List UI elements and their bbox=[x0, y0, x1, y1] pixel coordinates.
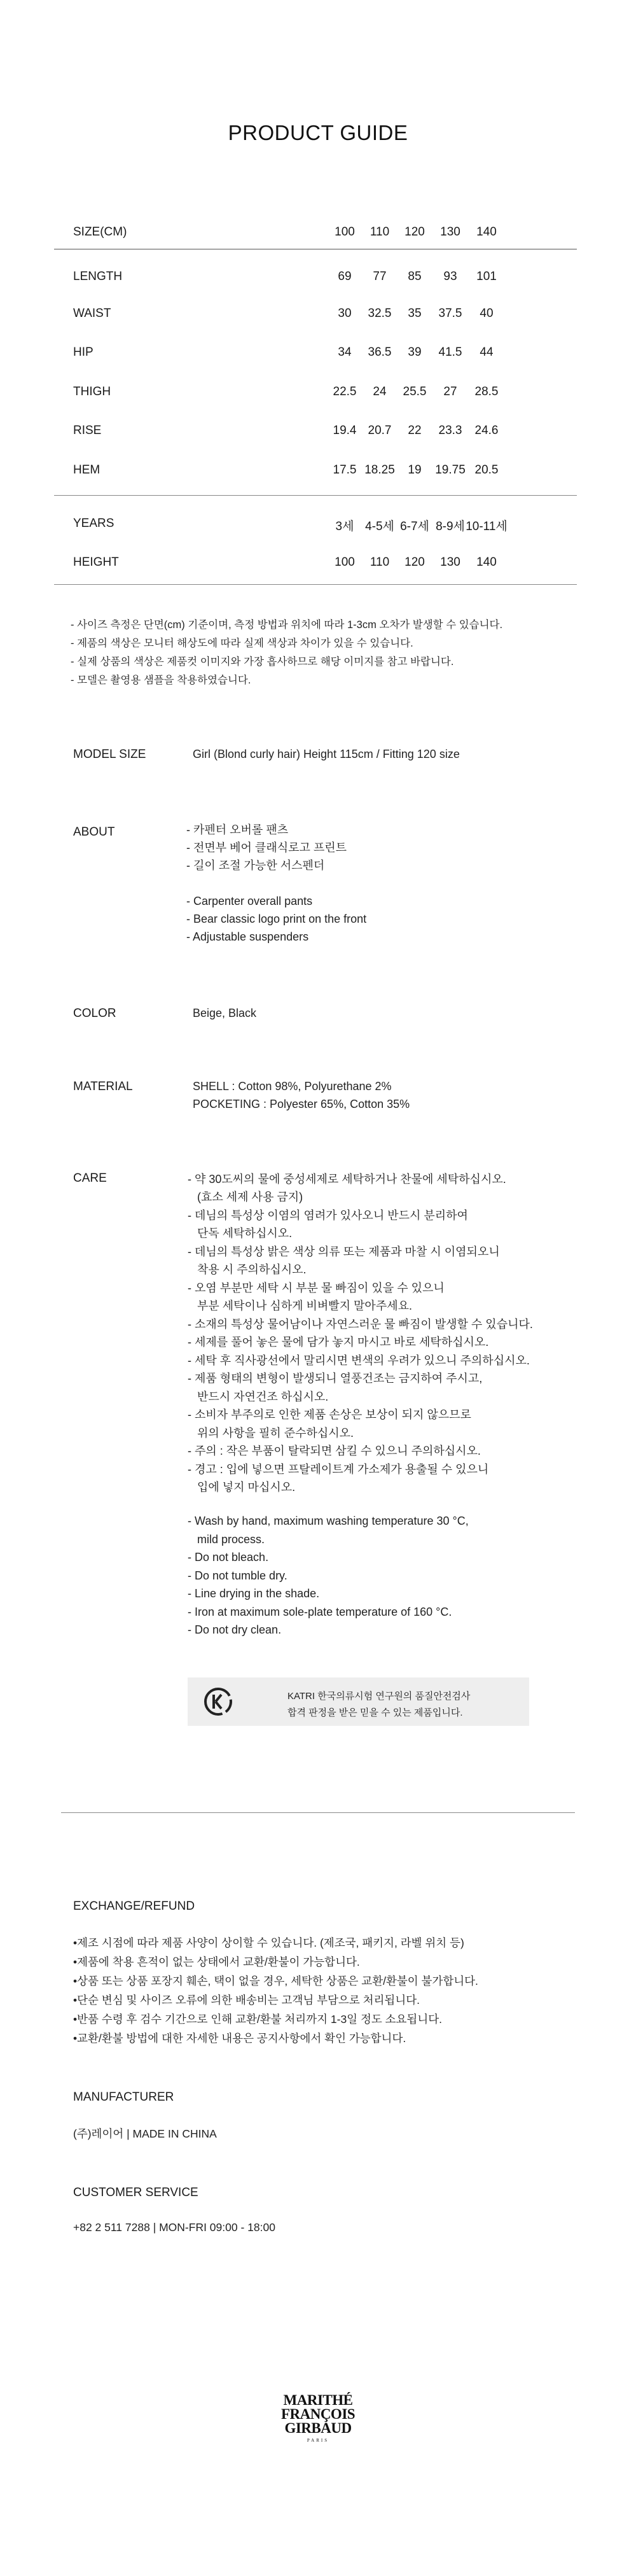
care-line: - Do not dry clean. bbox=[188, 1623, 282, 1636]
fit-value: 4-5세 bbox=[365, 520, 394, 533]
care-line: - 오염 부분만 세탁 시 부분 물 빠짐이 있을 수 있으니 bbox=[188, 1282, 445, 1294]
model-size-text: Girl (Blond curly hair) Height 115cm / Fitting 120 size bbox=[193, 748, 460, 760]
measurement-value: 19.4 bbox=[333, 424, 357, 437]
care-line: - 제품 형태의 변형이 발생되니 열풍건조는 금지하여 주시고, bbox=[188, 1372, 483, 1385]
exchange-refund-line: •교환/환불 방법에 대한 자세한 내용은 공지사항에서 확인 가능합니다. bbox=[73, 2032, 406, 2045]
section-divider bbox=[61, 1812, 575, 1813]
care-line: 부분 세탁이나 심하게 비벼빨지 말아주세요. bbox=[188, 1299, 412, 1312]
measurement-label: WAIST bbox=[73, 307, 111, 320]
measurement-value: 41.5 bbox=[438, 346, 462, 359]
measurement-value: 69 bbox=[338, 270, 352, 283]
brand-logo bbox=[270, 2393, 366, 2443]
measurement-value: 85 bbox=[408, 270, 422, 283]
care-line: - 소비자 부주의로 인한 제품 손상은 보상이 되지 않으므로 bbox=[188, 1408, 471, 1421]
exchange-refund-line: •상품 또는 상품 포장지 훼손, 택이 없을 경우, 세탁한 상품은 교환/환불이 불가합니다. bbox=[73, 1975, 478, 1987]
measurement-value: 25.5 bbox=[403, 385, 427, 398]
about-line: - Adjustable suspenders bbox=[186, 930, 309, 943]
about-label: ABOUT bbox=[73, 825, 115, 839]
manufacturer-text: (주)레이어 | MADE IN CHINA bbox=[73, 2127, 217, 2140]
measurement-value: 40 bbox=[480, 307, 494, 320]
measurement-value: 36.5 bbox=[368, 346, 392, 359]
care-line: - 주의 : 작은 부품이 탈락되면 삼킬 수 있으니 주의하십시오. bbox=[188, 1445, 481, 1457]
fit-label: YEARS bbox=[73, 517, 114, 530]
measurement-value: 18.25 bbox=[364, 463, 395, 477]
care-line: 반드시 자연건조 하십시오. bbox=[188, 1390, 329, 1403]
page-title: PRODUCT GUIDE bbox=[228, 121, 408, 144]
care-label: CARE bbox=[73, 1172, 107, 1185]
color-label: COLOR bbox=[73, 1007, 116, 1020]
care-line: - 세탁 후 직사광선에서 말리시면 변색의 우려가 있으니 주의하십시오. bbox=[188, 1354, 530, 1367]
fit-value: 3세 bbox=[335, 520, 354, 533]
care-line: - 경고 : 입에 넣으면 프탈레이트계 가소제가 용출될 수 있으니 bbox=[188, 1463, 489, 1476]
fit-value: 8-9세 bbox=[436, 520, 465, 533]
brand-logo-line: MARITHÉ bbox=[283, 2392, 353, 2408]
brand-logo-sub: PARIS bbox=[307, 2438, 329, 2443]
kc-notice-line: 합격 판정을 받은 믿을 수 있는 제품입니다. bbox=[287, 1707, 463, 1718]
care-line: - 세제를 풀어 놓은 물에 담가 놓지 마시고 바로 세탁하십시오. bbox=[188, 1336, 489, 1348]
care-line: - Do not tumble dry. bbox=[188, 1569, 287, 1582]
measurement-value: 32.5 bbox=[368, 307, 392, 320]
fit-value: 120 bbox=[404, 556, 425, 569]
fit-value: 10-11세 bbox=[466, 520, 508, 533]
fit-value: 110 bbox=[370, 556, 390, 569]
material-line: POCKETING : Polyester 65%, Cotton 35% bbox=[193, 1098, 410, 1110]
care-line: - 소재의 특성상 물어남이나 자연스러운 물 빠짐이 발생할 수 있습니다. bbox=[188, 1318, 533, 1331]
measurement-value: 17.5 bbox=[333, 463, 357, 477]
about-line: - 전면부 베어 클래식로고 프린트 bbox=[186, 841, 347, 854]
measurement-value: 93 bbox=[443, 270, 457, 283]
table-bottom-divider bbox=[54, 584, 577, 585]
care-line: (효소 세제 사용 금지) bbox=[188, 1191, 303, 1203]
size-header: 110 bbox=[370, 225, 390, 239]
measurement-label: HEM bbox=[73, 463, 100, 477]
fit-value: 130 bbox=[440, 556, 460, 569]
exchange-refund-line: •제조 시점에 따라 제품 사양이 상이할 수 있습니다. (제조국, 패키지, 라벨 위치 등) bbox=[73, 1936, 464, 1949]
size-header: 100 bbox=[335, 225, 355, 239]
care-line: - Line drying in the shade. bbox=[188, 1587, 320, 1600]
kc-mark-icon bbox=[204, 1687, 233, 1716]
measurement-value: 19.75 bbox=[435, 463, 466, 477]
customer-service-label: CUSTOMER SERVICE bbox=[73, 2186, 198, 2199]
measurement-value: 37.5 bbox=[438, 307, 462, 320]
customer-service-text: +82 2 511 7288 | MON-FRI 09:00 - 18:00 bbox=[73, 2221, 275, 2234]
size-header: 120 bbox=[404, 225, 425, 239]
size-header: 140 bbox=[476, 225, 497, 239]
brand-logo-line: GIRBAUD bbox=[284, 2420, 352, 2436]
measurement-value: 34 bbox=[338, 346, 352, 359]
measurement-value: 44 bbox=[480, 346, 494, 359]
size-note: - 사이즈 측정은 단면(cm) 기준이며, 측정 방법과 위치에 따라 1-3cm 오차가 발생할 수 있습니다. bbox=[71, 619, 503, 631]
kc-notice-line: KATRI 한국의류시험 연구원의 품질안전검사 bbox=[287, 1691, 471, 1702]
care-line: - 데님의 특성상 밝은 색상 의류 또는 제품과 마찰 시 이염되오니 bbox=[188, 1245, 500, 1258]
fit-value: 6-7세 bbox=[400, 520, 429, 533]
measurement-value: 28.5 bbox=[474, 385, 499, 398]
about-line: - Carpenter overall pants bbox=[186, 895, 313, 907]
care-line: - Iron at maximum sole-plate temperature of 160 °C. bbox=[188, 1606, 452, 1618]
care-line: - 데님의 특성상 이염의 염려가 있사오니 반드시 분리하여 bbox=[188, 1209, 468, 1222]
size-header: 130 bbox=[440, 225, 460, 239]
table-mid-divider bbox=[54, 495, 577, 496]
measurement-value: 35 bbox=[408, 307, 422, 320]
care-line: mild process. bbox=[188, 1533, 265, 1546]
material-line: SHELL : Cotton 98%, Polyurethane 2% bbox=[193, 1080, 392, 1093]
measurement-value: 30 bbox=[338, 307, 352, 320]
measurement-value: 24 bbox=[373, 385, 387, 398]
measurement-value: 23.3 bbox=[438, 424, 462, 437]
measurement-label: HIP bbox=[73, 346, 93, 359]
manufacturer-label: MANUFACTURER bbox=[73, 2090, 174, 2104]
fit-label: HEIGHT bbox=[73, 556, 119, 569]
color-text: Beige, Black bbox=[193, 1007, 257, 1019]
exchange-refund-line: •반품 수령 후 검수 기간으로 인해 교환/환불 처리까지 1-3일 정도 소요됩니다. bbox=[73, 2013, 443, 2026]
size-note: - 모델은 촬영용 샘플을 착용하였습니다. bbox=[71, 675, 251, 686]
exchange-refund-line: •제품에 착용 흔적이 없는 상태에서 교환/환불이 가능합니다. bbox=[73, 1956, 360, 1968]
measurement-value: 20.7 bbox=[368, 424, 392, 437]
care-line: 위의 사항을 필히 준수하십시오. bbox=[188, 1427, 354, 1439]
size-note: - 실제 상품의 색상은 제품컷 이미지와 가장 흡사하므로 해당 이미지를 참고 바랍니다. bbox=[71, 656, 454, 668]
about-line: - 길이 조절 가능한 서스펜더 bbox=[186, 859, 325, 872]
measurement-label: LENGTH bbox=[73, 270, 123, 283]
about-line: - 카펜터 오버롤 팬츠 bbox=[186, 823, 289, 836]
fit-value: 100 bbox=[335, 556, 355, 569]
measurement-value: 24.6 bbox=[474, 424, 499, 437]
size-note: - 제품의 색상은 모니터 해상도에 따라 실제 색상과 차이가 있을 수 있습니다. bbox=[71, 638, 413, 649]
measurement-value: 101 bbox=[476, 270, 497, 283]
exchange-refund-line: •단순 변심 및 사이즈 오류에 의한 배송비는 고객님 부담으로 처리됩니다. bbox=[73, 1994, 420, 2006]
measurement-value: 22.5 bbox=[333, 385, 357, 398]
measurement-label: THIGH bbox=[73, 385, 111, 398]
care-line: 착용 시 주의하십시오. bbox=[188, 1263, 307, 1276]
size-header-label: SIZE(CM) bbox=[73, 225, 127, 239]
about-line: - Bear classic logo print on the front bbox=[186, 913, 367, 925]
measurement-value: 20.5 bbox=[474, 463, 499, 477]
measurement-value: 27 bbox=[443, 385, 457, 398]
care-line: - Wash by hand, maximum washing temperature 30 °C, bbox=[188, 1515, 469, 1527]
care-line: - Do not bleach. bbox=[188, 1551, 269, 1564]
care-line: 입에 넣지 마십시오. bbox=[188, 1481, 296, 1494]
care-line: 단독 세탁하십시오. bbox=[188, 1227, 293, 1240]
model-size-label: MODEL SIZE bbox=[73, 748, 146, 761]
brand-logo-line: FRANÇOIS bbox=[280, 2406, 356, 2422]
measurement-value: 77 bbox=[373, 270, 387, 283]
exchange-refund-label: EXCHANGE/REFUND bbox=[73, 1900, 195, 1913]
measurement-value: 39 bbox=[408, 346, 422, 359]
material-label: MATERIAL bbox=[73, 1080, 133, 1093]
care-line: - 약 30도씨의 물에 중성세제로 세탁하거나 찬물에 세탁하십시오. bbox=[188, 1173, 506, 1186]
fit-value: 140 bbox=[476, 556, 497, 569]
measurement-value: 19 bbox=[408, 463, 422, 477]
measurement-label: RISE bbox=[73, 424, 102, 437]
measurement-value: 22 bbox=[408, 424, 422, 437]
